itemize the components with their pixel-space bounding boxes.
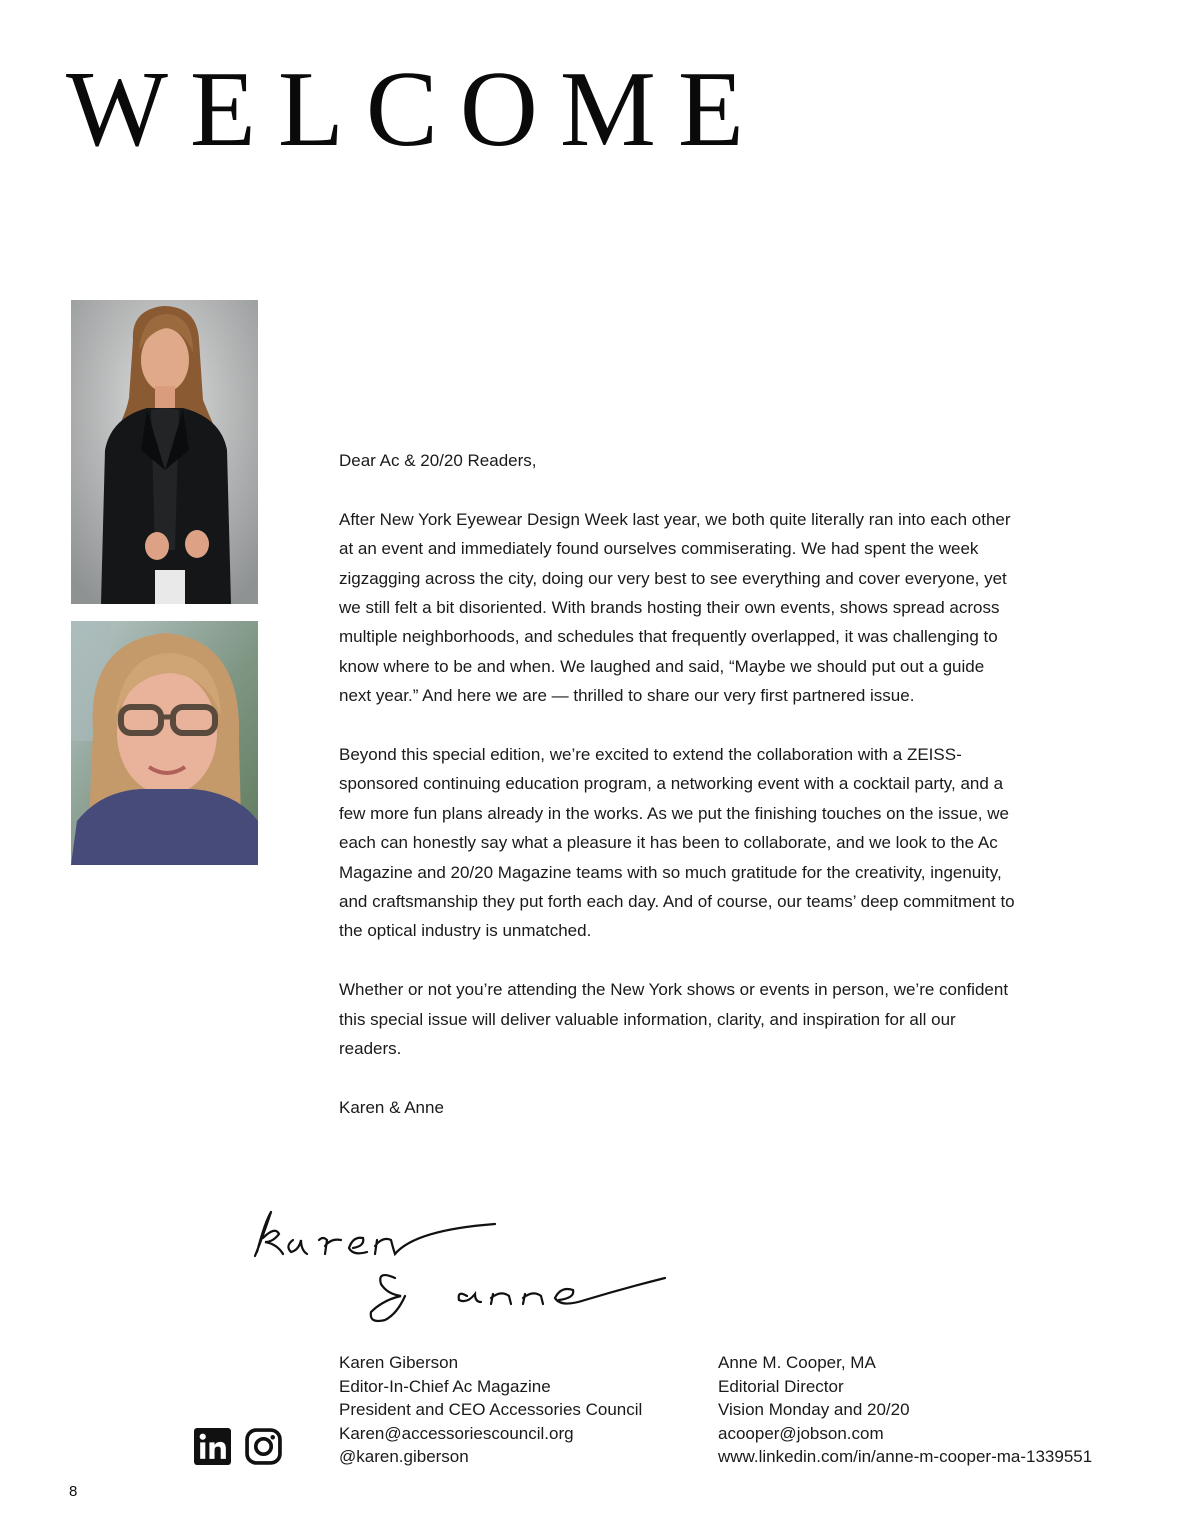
welcome-letter (339, 446, 1019, 1122)
karen-photo (71, 300, 258, 604)
linkedin-icon[interactable] (194, 1428, 231, 1465)
instagram-icon[interactable] (245, 1428, 282, 1465)
contact-karen (339, 1351, 642, 1469)
contact-role: President and CEO Accessories Council (339, 1400, 643, 1419)
contact-name: Karen Giberson (339, 1353, 459, 1372)
letter-paragraph: After New York Eyewear Design Week last year, we both quite literally ran into each other at an event and immediately found ourselves commiserating. We had spent the week zigzagging across the city, doing our very best to see everything and cover everyone, yet we still felt a bit disoriented. With brands hosting their own events, shows spread across multiple neighborhoods, and schedules that frequently overlapped, it was challenging to know where to be and when. We laughed and said, “Maybe we should put out a guide next year.” And here we are — thrilled to share our very first partnered issue. (339, 509, 1011, 706)
letter-closing: Karen & Anne (339, 1097, 444, 1117)
letter-greeting: Dear Ac & 20/20 Readers, (339, 451, 537, 470)
page-title: WELCOME (66, 50, 766, 169)
contact-name: Anne M. Cooper, MA (718, 1353, 876, 1372)
contact-handle[interactable]: @karen.giberson (339, 1447, 469, 1466)
contact-title: Editor-In-Chief Ac Magazine (339, 1376, 551, 1396)
anne-photo (71, 621, 258, 865)
contact-anne (718, 1351, 1092, 1469)
page-number: 8 (69, 1483, 78, 1500)
contact-email[interactable]: acooper@jobson.com (718, 1423, 884, 1443)
contact-email[interactable]: Karen@accessoriescouncil.org (339, 1423, 574, 1443)
contact-title: Editorial Director (718, 1376, 844, 1396)
contact-role: Vision Monday and 20/20 (718, 1400, 910, 1419)
letter-paragraph: Whether or not you’re attending the New York shows or events in person, we’re confident this special issue will deliver valuable information, clarity, and inspiration for all our readers. (339, 980, 1009, 1059)
letter-paragraph: Beyond this special edition, we’re excited to extend the collaboration with a ZEISS-sponsored continuing education program, a networking event with a cocktail party, and a few more fun plans already in the works. As we put the finishing touches on the issue, we each can honestly say what a pleasure it has been to collaborate, and we look to the Ac Magazine and 20/20 Magazine teams with so much gratitude for the creativity, ingenuity, and craftsmanship they put forth each day. And of course, our teams’ deep commitment to the optical industry is unmatched. (339, 745, 1015, 941)
handwritten-signature (245, 1200, 685, 1330)
contact-linkedin-url[interactable]: www.linkedin.com/in/anne-m-cooper-ma-1339551 (718, 1447, 1093, 1466)
